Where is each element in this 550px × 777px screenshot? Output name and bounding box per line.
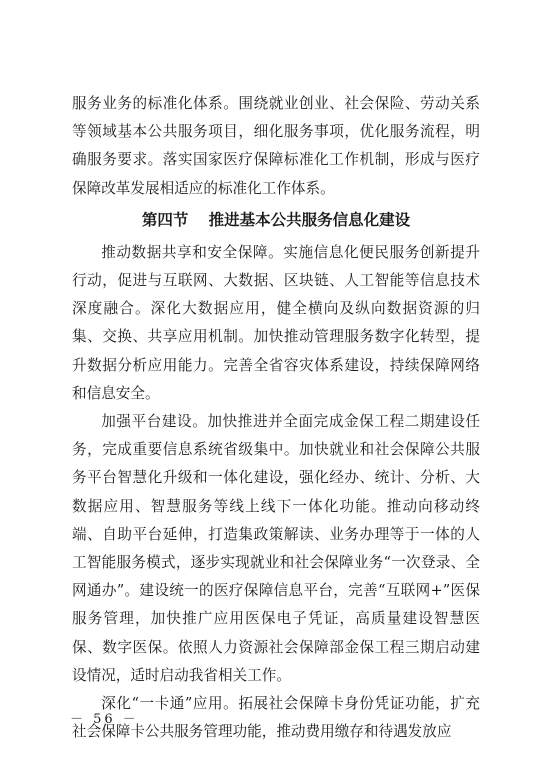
paragraph-data-sharing xyxy=(72,239,480,408)
page-content xyxy=(72,90,480,746)
paragraph-body: 实施信息化便民服务创新提升行动，促进与互联网、大数据、区块链、人工智能等信息技术深度融合。深化大数据应用，健全横向及纵向数据资源的归集、交换、共享应用机制。加快推动管理服务数字化转型，提升数据分析应用能力。完善全省容灾体系建设，持续保障网络和信息安全。 xyxy=(72,243,480,402)
page-number: － 56 － xyxy=(70,712,139,727)
section-heading xyxy=(72,206,480,234)
paragraph-body: 拓展社会保障卡身份凭证功能，扩充社会保障卡公共服务管理功能，推动费用缴存和待遇发放应 xyxy=(72,695,480,741)
paragraph-body: 加快推进并全面完成金保工程二期建设任务，完成重要信息系统省级集中。加快就业和社会保障公共服务平台智慧化升级和一体化建设，强化经办、统计、分析、大数据应用、智慧服务等线上线下一体化功能。推动向移动终端、自助平台延伸，打造集政策解读、业务办理等于一体的人工智能服务模式，逐步实现就业和社会保障业务“一次登录、全网通办”。建设统一的医疗保障信息平台，完善“互联网+”医保服务管理，加快推广应用医保电子凭证，高质量建设智慧医保、数字医保。依照人力资源社会保障部金保工程三期启动建设情况，适时启动我省相关工作。 xyxy=(72,413,480,684)
paragraph-continuation: 服务业务的标准化体系。围绕就业创业、社会保险、劳动关系等领域基本公共服务项目，细化服务事项，优化服务流程，明确服务要求。落实国家医疗保障标准化工作机制，形成与医疗保障改革发展相适应的标准化工作体系。 xyxy=(72,95,480,197)
paragraph-lead: 加强平台建设。 xyxy=(101,413,208,431)
paragraph-lead: 推动数据共享和安全保障。 xyxy=(101,243,284,261)
section-title: 推进基本公共服务信息化建设 xyxy=(208,210,411,229)
paragraph-lead: 深化“一卡通”应用。 xyxy=(101,695,239,713)
section-number: 第四节 xyxy=(141,210,189,229)
paragraph-platform xyxy=(72,408,480,690)
